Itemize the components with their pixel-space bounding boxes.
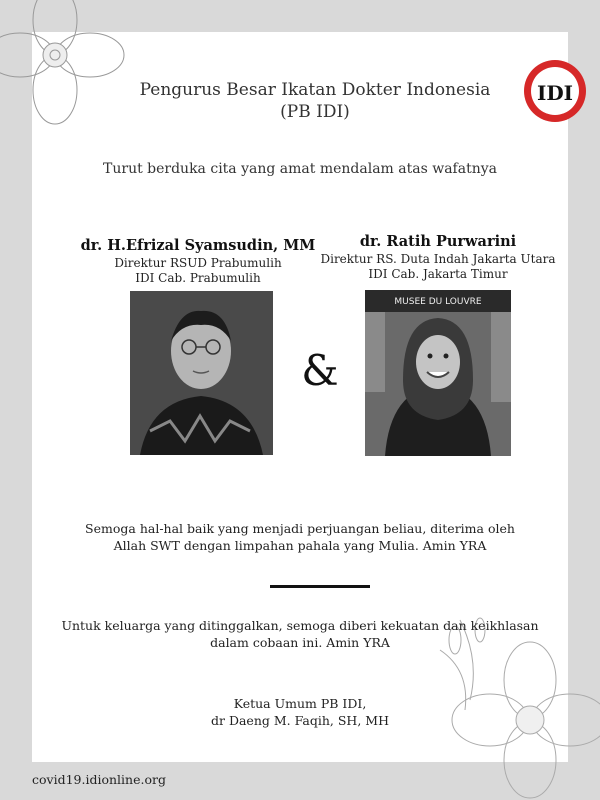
org-title-line2: (PB IDI) xyxy=(280,102,350,122)
person-card xyxy=(318,232,558,282)
family-line1: Untuk keluarga yang ditinggalkan, semoga diberi kekuatan dan keikhlasan xyxy=(61,618,539,633)
divider xyxy=(270,585,370,588)
prayer-line2: Allah SWT dengan limpahan pahala yang Mulia. Amin YRA xyxy=(113,538,487,553)
ampersand: & xyxy=(301,346,339,395)
person-branch: IDI Cab. Jakarta Timur xyxy=(368,267,508,281)
org-title-line1: Pengurus Besar Ikatan Dokter Indonesia xyxy=(139,80,491,100)
org-title xyxy=(110,79,520,123)
prayer-text xyxy=(60,520,540,554)
person-role: Direktur RSUD Prabumulih xyxy=(114,256,282,270)
prayer-line1: Semoga hal-hal baik yang menjadi perjuangan beliau, diterima oleh xyxy=(85,521,515,536)
person-photo xyxy=(365,290,511,456)
person-name: dr. H.Efrizal Syamsudin, MM xyxy=(80,237,316,254)
person-branch: IDI Cab. Prabumulih xyxy=(135,271,261,285)
signature-name: dr Daeng M. Faqih, SH, MH xyxy=(211,713,389,728)
family-line2: dalam cobaan ini. Amin YRA xyxy=(210,635,390,650)
idi-logo-icon xyxy=(522,58,588,124)
photo-sign-text: MUSEE DU LOUVRE xyxy=(394,297,482,307)
person-name: dr. Ratih Purwarini xyxy=(359,233,517,250)
person-photo xyxy=(130,291,273,455)
footer-url: covid19.idionline.org xyxy=(32,772,166,787)
signature-title: Ketua Umum PB IDI, xyxy=(233,696,367,711)
family-message xyxy=(60,617,540,651)
person-card xyxy=(80,236,316,286)
logo-text: IDI xyxy=(536,81,574,105)
person-role: Direktur RS. Duta Indah Jakarta Utara xyxy=(320,252,556,266)
signature xyxy=(60,695,540,729)
condolence-text: Turut berduka cita yang amat mendalam atas wafatnya xyxy=(103,161,497,177)
